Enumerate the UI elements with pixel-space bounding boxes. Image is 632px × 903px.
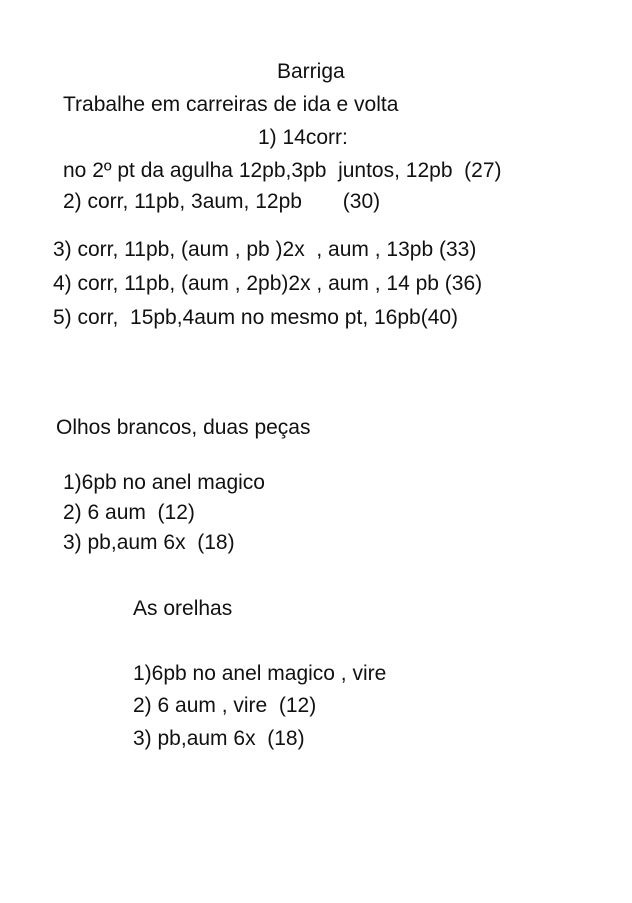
olhos-row1: 1)6pb no anel magico [63, 471, 265, 494]
orelhas-row1: 1)6pb no anel magico , vire [133, 662, 387, 685]
orelhas-row3: 3) pb,aum 6x (18) [133, 727, 305, 750]
barriga-row2: 2) corr, 11pb, 3aum, 12pb (30) [63, 190, 381, 213]
barriga-row1-detail: no 2º pt da agulha 12pb,3pb juntos, 12pb (27) [63, 159, 502, 182]
barriga-row3: 3) corr, 11pb, (aum , pb )2x , aum , 13pb (33) [53, 238, 477, 261]
olhos-row2: 2) 6 aum (12) [63, 501, 195, 524]
olhos-title: Olhos brancos, duas peças [56, 416, 311, 439]
olhos-row3: 3) pb,aum 6x (18) [63, 531, 235, 554]
barriga-intro: Trabalhe em carreiras de ida e volta [63, 93, 399, 116]
barriga-title: Barriga [277, 60, 345, 83]
orelhas-row2: 2) 6 aum , vire (12) [133, 694, 317, 717]
barriga-row5: 5) corr, 15pb,4aum no mesmo pt, 16pb(40) [53, 306, 459, 329]
barriga-row4: 4) corr, 11pb, (aum , 2pb)2x , aum , 14 pb (36) [53, 272, 483, 295]
orelhas-title: As orelhas [133, 597, 233, 620]
barriga-row1-title: 1) 14corr: [258, 126, 348, 149]
